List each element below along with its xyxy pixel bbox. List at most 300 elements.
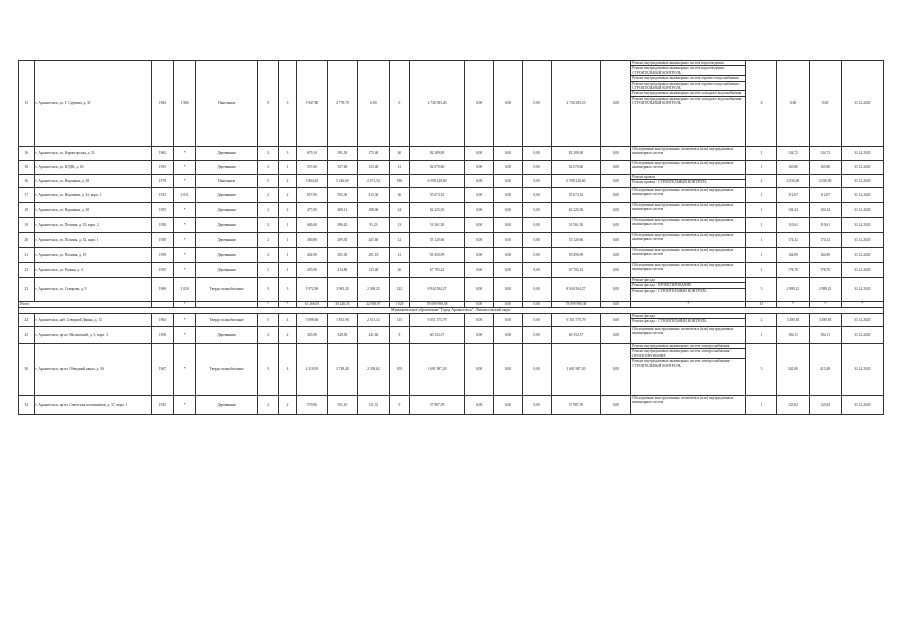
table-cell: 4 110,50 (296, 344, 327, 396)
table-cell: 112,87 (809, 188, 841, 203)
total-cell: 30 246,35 (327, 302, 357, 308)
table-cell: 31.12.2020 (841, 278, 883, 302)
table-cell: * (174, 248, 196, 263)
table-cell: 657,90 (296, 188, 327, 203)
works-cell (631, 218, 746, 233)
table-cell: 0,00 (601, 147, 631, 161)
table-cell: 1958 (151, 327, 173, 344)
table-cell: 31.12.2020 (841, 314, 883, 327)
row-number-cell: 21 (19, 248, 35, 263)
table-cell: 2 (258, 233, 279, 248)
table-cell: 59 450,99 (551, 248, 601, 263)
work-item: Ремонт внутридомовых инженерных систем водоотведения (631, 61, 745, 66)
table-cell: 0,00 (465, 175, 494, 188)
table-cell: 241,60 (357, 233, 389, 248)
table-cell: 5 804,65 (296, 175, 327, 188)
table-cell: 13 (389, 218, 409, 233)
table-cell: 0,00 (494, 396, 523, 415)
table-cell: 0,00 (601, 278, 631, 302)
row-number-cell: 20 (19, 233, 35, 248)
table-cell: 164,89 (809, 248, 841, 263)
table-cell: 0,00 (494, 188, 523, 203)
table-cell: 60 152,37 (409, 327, 464, 344)
table-cell: 0,00 (601, 233, 631, 248)
table-cell: 0,00 (522, 233, 551, 248)
works-cell (631, 188, 746, 203)
table-cell: 0,00 (465, 327, 494, 344)
table-cell: Твердо шлакоблочные (196, 344, 258, 396)
row-number-cell: 30 (19, 344, 35, 396)
table-cell: 5 (258, 278, 279, 302)
table-cell: 0,00 (601, 344, 631, 396)
table-cell: 104,34 (777, 203, 809, 218)
table-cell: 0,00 (522, 188, 551, 203)
table-cell: Деревянные (196, 147, 258, 161)
work-item: Обследование конструктивных элементов и (или) внутридомовых инженерных систем (632, 161, 734, 170)
table-cell: 31.12.2020 (841, 344, 883, 396)
work-item: Обследование конструктивных элементов и (или) внутридомовых инженерных систем (632, 233, 734, 242)
work-item: Ремонт внутридомовых инженерных систем горячего водоснабжения (631, 76, 745, 81)
table-cell: 0,00 (522, 175, 551, 188)
work-item: Ремонт кровли - СТРОИТЕЛЬНЫЙ КОНТРОЛЬ (632, 180, 707, 185)
table-cell: 0,00 (465, 344, 494, 396)
table-cell: 0,00 (494, 161, 523, 175)
table-cell: 1 (746, 188, 777, 203)
total-cell: 78 099 990,38 (551, 302, 601, 308)
table-cell: 300,80 (296, 233, 327, 248)
table-cell: 1 (279, 248, 297, 263)
works-cell (631, 396, 746, 415)
table-cell: 1 813,90 (327, 314, 357, 327)
table-cell: 31.12.2020 (841, 218, 883, 233)
works-cell (631, 248, 746, 263)
table-cell: 0,00 (601, 248, 631, 263)
table-cell: 1979 (151, 175, 173, 188)
row-number-cell: 18 (19, 161, 35, 175)
table-cell: 1962 (151, 147, 173, 161)
row-number-cell: 16 (19, 175, 35, 188)
work-item: Ремонт кровли (631, 175, 745, 180)
table-cell: 2 736 583,20 (409, 61, 464, 147)
total-cell: 22 958,97 (357, 302, 389, 308)
table-cell: 0,00 (494, 233, 523, 248)
total-cell: 78 099 990,38 (409, 302, 464, 308)
table-cell: 31.12.2020 (841, 147, 883, 161)
table-cell: 2 (258, 218, 279, 233)
work-item: Ремонт внутридомовых инженерных систем электроснабжения - СТРОИТЕЛЬНЫЙ КОНТРОЛЬ (632, 359, 732, 368)
total-cell: * (174, 302, 196, 308)
table-cell: 0,00 (522, 61, 551, 147)
table-row (19, 203, 884, 218)
table-cell: 0,00 (522, 147, 551, 161)
work-item: Обследование конструктивных элементов и (или) внутридомовых инженерных систем (632, 396, 734, 405)
table-cell: 0,00 (601, 203, 631, 218)
table-cell: 59 450,99 (409, 248, 464, 263)
work-item: Ремонт фасада (631, 278, 745, 283)
table-cell: 1969 (151, 278, 173, 302)
table-cell: 2 (279, 203, 297, 218)
table-cell: 2 (279, 188, 297, 203)
works-cell (631, 263, 746, 278)
table-cell: 3 (279, 278, 297, 302)
address-cell: г. Архангельск, ул. Полины, д. 19 (34, 248, 151, 263)
row-number-cell: 24 (19, 314, 35, 327)
table-cell: 182,11 (809, 327, 841, 344)
address-cell: г. Архангельск, ул. КЛДК, д. 63 (34, 161, 151, 175)
table-row (19, 278, 884, 302)
table-cell: * (174, 327, 196, 344)
table-cell: 2 989,21 (777, 278, 809, 302)
table-cell: 1 (746, 161, 777, 175)
table-cell: 0,00 (601, 161, 631, 175)
table-cell: 0,00 (601, 314, 631, 327)
table-row (19, 248, 884, 263)
table-cell: 62 225,56 (551, 203, 601, 218)
table-cell: 125,83 (809, 396, 841, 415)
table-cell: 2 511,14 (357, 314, 389, 327)
works-cell (631, 175, 746, 188)
table-cell: 1 601 987,20 (409, 344, 464, 396)
table-cell: 1 (279, 263, 297, 278)
table-cell: Деревянные (196, 233, 258, 248)
address-cell: г. Архангельск, ул. Полины, д. 32, корп. 1 (34, 233, 151, 248)
works-cell (631, 278, 746, 302)
address-cell: г. Архангельск, ул. Воронина, д. 38 (34, 203, 151, 218)
address-cell: г. Архангельск, ул. Розина, д. 4 (34, 263, 151, 278)
address-cell: г. Архангельск, ул. Карпогорская, д. 51 (34, 147, 151, 161)
total-cell: 1 020 (389, 302, 409, 308)
table-cell: 328,50 (327, 327, 357, 344)
table-row (19, 314, 884, 327)
table-row (19, 61, 884, 147)
table-cell: 0,00 (494, 61, 523, 147)
address-cell: г. Архангельск, ул. Воронина, д. 32, корп. 1 (34, 188, 151, 203)
table-cell: 125,83 (777, 396, 809, 415)
table-cell: 1 601 987,20 (551, 344, 601, 396)
table-cell: 0,00 (465, 203, 494, 218)
table-cell: 36 (389, 188, 409, 203)
table-cell: 1955 (151, 203, 173, 218)
total-cell: * (631, 302, 746, 308)
table-row (19, 147, 884, 161)
table-cell: 122 (389, 278, 409, 302)
table-cell: 57 987,59 (409, 396, 464, 415)
table-cell: 174,32 (777, 233, 809, 248)
work-item: Обследование конструктивных элементов и (или) внутридомовых инженерных систем (632, 218, 734, 227)
table-cell: 164,89 (777, 248, 809, 263)
table-row (19, 218, 884, 233)
table-cell: 21 (389, 161, 409, 175)
table-cell: 104,34 (809, 203, 841, 218)
table-cell: 6 (746, 61, 777, 147)
table-cell: * (174, 147, 196, 161)
table-cell: 4 (279, 175, 297, 188)
table-cell: 174,32 (809, 233, 841, 248)
table-cell: 1 982 (174, 61, 196, 147)
table-cell: 2 989,21 (809, 278, 841, 302)
table-cell: 0,00 (522, 278, 551, 302)
table-cell: 3 490,85 (809, 314, 841, 327)
table-cell: * (174, 314, 196, 327)
table-cell: 2 (746, 175, 777, 188)
table-cell: 291,18 (357, 248, 389, 263)
table-cell: 0,00 (465, 278, 494, 302)
table-cell: 5 972,90 (296, 278, 327, 302)
table-cell: 9 351 575,79 (409, 314, 464, 327)
table-cell: * (174, 161, 196, 175)
table-cell: 0,00 (601, 218, 631, 233)
table-cell: 55 673,52 (551, 188, 601, 203)
table-cell: * (174, 396, 196, 415)
table-row (19, 233, 884, 248)
total-cell: * (841, 302, 883, 308)
total-cell: 0,00 (601, 302, 631, 308)
table-cell: 0,00 (601, 396, 631, 415)
address-cell: г. Архангельск, пр-кт. Московский, д. 5, корп. 3 (34, 327, 151, 344)
table-cell: 2 (258, 147, 279, 161)
work-item: Ремонт внутридомовых инженерных систем электроснабжения - ПРОЕКТИРОВАНИЕ (631, 349, 745, 359)
total-cell: * (809, 302, 841, 308)
row-number-cell: 17 (19, 188, 35, 203)
table-cell: 0,00 (777, 61, 809, 147)
table-row (19, 188, 884, 203)
address-cell: г. Архангельск, ул. Воронина, д. 28 (34, 175, 151, 188)
table-cell: 0,00 (494, 263, 523, 278)
row-number-cell: 19 (19, 218, 35, 233)
work-item: Обследование конструктивных элементов и (или) внутридомовых инженерных систем (632, 327, 734, 336)
table-cell: 67 705,22 (409, 263, 464, 278)
table-cell: 1 (746, 248, 777, 263)
table-cell: 3 (746, 344, 777, 396)
address-cell: г. Архангельск, пр-кт. Советских космонавтов, д. 37, корп. 1 (34, 396, 151, 415)
table-row (19, 344, 884, 396)
table-cell: 0,00 (494, 203, 523, 218)
table-cell: * (174, 344, 196, 396)
table-cell: 112,87 (777, 188, 809, 203)
table-cell: 593,30 (327, 188, 357, 203)
works-cell (631, 161, 746, 175)
table-cell: 0,00 (465, 161, 494, 175)
table-cell: 0,00 (522, 218, 551, 233)
table-cell: 0,00 (494, 314, 523, 327)
table-cell: 345,90 (296, 327, 327, 344)
table-cell: 455,90 (296, 263, 327, 278)
table-cell: 1 (279, 218, 297, 233)
address-cell: г. Архангельск, наб. Северной Двины, д. 13 (34, 314, 151, 327)
table-cell: 3 748,40 (327, 344, 357, 396)
table-cell: 0,00 (601, 327, 631, 344)
table-cell: 186 (389, 175, 409, 188)
work-item: Ремонт внутридомовых инженерных систем холодного водоснабжения - СТРОИТЕЛЬНЫЙ КОНТРОЛЬ (632, 96, 744, 106)
row-number-cell: 22 (19, 263, 35, 278)
table-cell: Деревянные (196, 248, 258, 263)
table-cell: 0,00 (494, 218, 523, 233)
table-cell: 357,60 (296, 161, 327, 175)
table-cell: 110,61 (809, 218, 841, 233)
work-item: Ремонт внутридомовых инженерных систем горячего водоснабжения - СТРОИТЕЛЬНЫЙ КОНТРОЛЬ (631, 82, 745, 92)
table-cell: 679,10 (296, 147, 327, 161)
table-cell: 0,00 (494, 248, 523, 263)
total-cell: 47 (746, 302, 777, 308)
table-cell: 115 (389, 314, 409, 327)
table-cell: 110,61 (777, 218, 809, 233)
municipality-header: Муниципальное образование "Город Архангельск", Ломоносовский округ (19, 308, 884, 314)
table-cell: 40 (389, 147, 409, 161)
table-cell: 24 (389, 203, 409, 218)
work-item: Ремонт фасада - СТРОИТЕЛЬНЫЙ КОНТРОЛЬ (632, 288, 707, 293)
table-cell: 402,90 (296, 248, 327, 263)
table-cell: 551,10 (327, 396, 357, 415)
table-cell: 1955 (151, 161, 173, 175)
table-cell: 591,30 (327, 147, 357, 161)
table-cell: 0,00 (601, 263, 631, 278)
table-cell: 1 (746, 327, 777, 344)
table-cell: 9 (389, 327, 409, 344)
work-item: Ремонт внутридомовых инженерных систем холодного водоснабжения (631, 91, 745, 96)
table-cell: 0,00 (601, 188, 631, 203)
table-cell: Деревянные (196, 161, 258, 175)
table-cell: 1 (746, 203, 777, 218)
total-cell: 0,00 (494, 302, 523, 308)
table-cell: 91,23 (357, 218, 389, 233)
table-cell: 2 (258, 327, 279, 344)
table-cell: 2 (258, 161, 279, 175)
table-cell: 2 736 583,10 (551, 61, 601, 147)
work-item: Обследование конструктивных элементов и (или) внутридомовых инженерных систем (632, 203, 734, 212)
table-cell: 31.12.2020 (841, 396, 883, 415)
table-cell: 305,30 (327, 248, 357, 263)
table-cell: 1935 (151, 396, 173, 415)
works-cell (631, 327, 746, 344)
document-page (18, 60, 884, 415)
works-cell (631, 147, 746, 161)
work-item: Обследование конструктивных элементов и (или) внутридомовых инженерных систем (632, 248, 734, 257)
works-cell (631, 61, 746, 147)
row-number-cell: 25 (19, 327, 35, 344)
table-cell: 414,80 (327, 263, 357, 278)
table-cell: 0,00 (522, 263, 551, 278)
table-cell: 5 (258, 314, 279, 327)
table-cell: 1 (746, 147, 777, 161)
table-cell: 2 (258, 203, 279, 218)
total-cell: 0,00 (522, 302, 551, 308)
table-cell: 105 (389, 344, 409, 396)
table-cell: 1967 (151, 344, 173, 396)
table-cell: 586,20 (327, 218, 357, 233)
table-cell: 2 056,00 (809, 175, 841, 188)
table-cell: 2 056,00 (777, 175, 809, 188)
table-cell: 82 289,00 (551, 147, 601, 161)
table-cell: 67 705,22 (551, 263, 601, 278)
work-item: Ремонт внутридомовых инженерных систем электроснабжения (631, 344, 745, 349)
row-number-cell: 23 (19, 278, 35, 302)
table-cell: 1 (746, 218, 777, 233)
table-cell: 163,86 (809, 161, 841, 175)
work-item: Ремонт внутридомовых инженерных систем водоотведения - СТРОИТЕЛЬНЫЙ КОНТРОЛЬ (631, 66, 745, 76)
table-cell: 0,00 (465, 147, 494, 161)
table-cell: 62 225,56 (409, 203, 464, 218)
address-cell: г. Архангельск, ул. Полины, д. 35, корп. 2 (34, 218, 151, 233)
total-label: Итого (19, 302, 152, 308)
works-cell (631, 314, 746, 327)
table-cell: 31.12.2020 (841, 263, 883, 278)
table-cell: 55 673,52 (409, 188, 464, 203)
table-cell: 6 598 228,60 (409, 175, 464, 188)
table-cell: 188,06 (357, 203, 389, 218)
table-cell: 9 351 575,79 (551, 314, 601, 327)
table-cell: 408,12 (327, 203, 357, 218)
table-cell: 60 152,37 (551, 327, 601, 344)
table-cell: 0,00 (522, 314, 551, 327)
table-cell: 178,70 (809, 263, 841, 278)
table-cell: 3 490,85 (777, 314, 809, 327)
table-cell: 134,72 (777, 147, 809, 161)
table-cell: 3 (746, 278, 777, 302)
table-row (19, 161, 884, 175)
table-cell: 241,60 (357, 327, 389, 344)
table-cell: 1 (746, 233, 777, 248)
table-cell: * (174, 175, 196, 188)
table-cell: 3 (279, 147, 297, 161)
table-cell: 0 (389, 61, 409, 147)
table-row (19, 263, 884, 278)
table-cell: 178,70 (777, 263, 809, 278)
work-item: Обследование конструктивных элементов и (или) внутридомовых инженерных систем (632, 263, 734, 272)
table-cell: 51 561,50 (409, 218, 464, 233)
total-cell: * (777, 302, 809, 308)
table-cell: 12 (389, 233, 409, 248)
table-cell: 2 (279, 396, 297, 415)
table-cell: 2 (258, 248, 279, 263)
table-row (19, 175, 884, 188)
total-cell: * (258, 302, 279, 308)
table-cell: Деревянные (196, 203, 258, 218)
table-cell: 55 120,66 (409, 233, 464, 248)
table-cell: 31.12.2020 (841, 327, 883, 344)
table-cell: 0,00 (522, 396, 551, 415)
table-cell: 1955 (151, 263, 173, 278)
works-cell (631, 344, 746, 396)
table-cell: 8 944 504,27 (409, 278, 464, 302)
table-cell: * (174, 203, 196, 218)
table-cell: 5 947,80 (296, 61, 327, 147)
table-cell: 82 070,60 (551, 161, 601, 175)
table-cell: Панельные (196, 61, 258, 147)
table-cell: 21 (389, 248, 409, 263)
table-cell: 2 (258, 263, 279, 278)
table-row (19, 327, 884, 344)
work-item: Обследование конструктивных элементов и (или) внутридомовых инженерных систем (632, 147, 734, 156)
table-cell: 82 289,00 (409, 147, 464, 161)
address-cell: г. Архангельск, ул. Г. Суфтина, д. 31 (34, 61, 151, 147)
table-cell: Деревянные (196, 188, 258, 203)
table-cell: 0,00 (494, 147, 523, 161)
table-cell: 0,00 (465, 396, 494, 415)
table-cell: 5 (258, 344, 279, 396)
table-cell: 357,60 (327, 161, 357, 175)
table-cell: 9 (258, 61, 279, 147)
table-cell: 2 (279, 327, 297, 344)
table-cell: 55 120,66 (551, 233, 601, 248)
total-cell: * (279, 302, 297, 308)
table-cell: Деревянные (196, 218, 258, 233)
work-item: Обследование конструктивных элементов и (или) внутридомовых инженерных систем (632, 188, 734, 197)
table-cell: 0,00 (601, 61, 631, 147)
table-cell: 1958 (151, 233, 173, 248)
table-cell: 0,00 (522, 203, 551, 218)
table-cell: * (174, 233, 196, 248)
table-cell: 1 (279, 161, 297, 175)
